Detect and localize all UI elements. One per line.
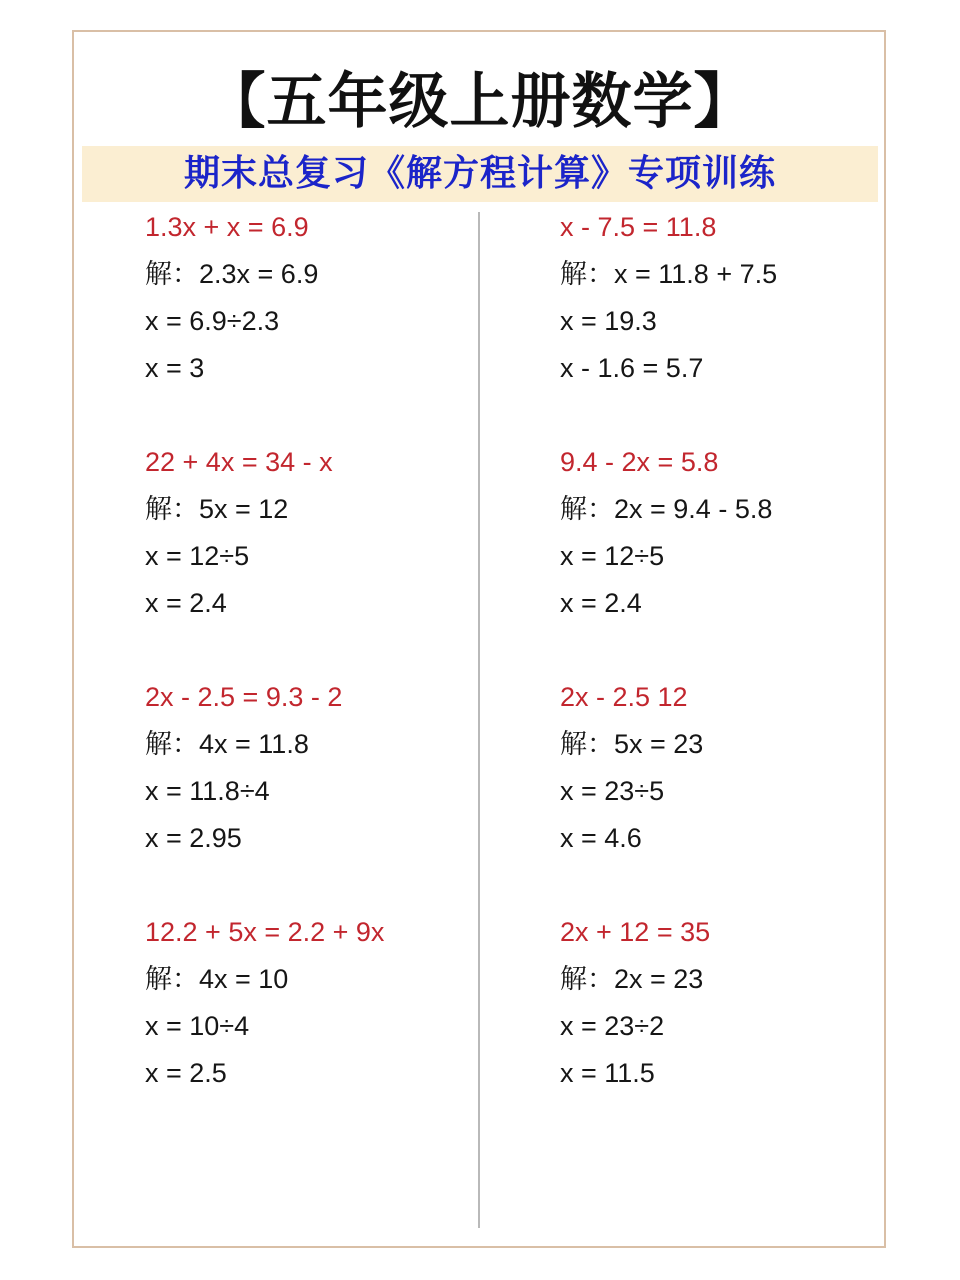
- equation: 22 + 4x = 34 - x: [145, 447, 333, 477]
- solution-step: 解：2x = 23: [560, 964, 704, 994]
- solution-step: x = 2.5: [145, 1058, 227, 1088]
- solution-step: x = 12÷5: [560, 541, 665, 571]
- equation: 2x - 2.5 = 9.3 - 2: [145, 682, 343, 712]
- solution-step: 解：4x = 11.8: [145, 729, 309, 759]
- solution-step: 解：2x = 9.4 - 5.8: [560, 494, 773, 524]
- solution-step: 解：x = 11.8 + 7.5: [560, 259, 778, 289]
- solution-step: 解：5x = 23: [560, 729, 704, 759]
- solution-step: x = 12÷5: [145, 541, 250, 571]
- solution-step: x = 23÷2: [560, 1011, 665, 1041]
- solution-step: x = 11.5: [560, 1058, 655, 1088]
- solution-step: x = 2.4: [560, 588, 642, 618]
- page-title: 【五年级上册数学】: [205, 67, 755, 137]
- solution-step: x = 3: [145, 353, 205, 383]
- page-subtitle: 期末总复习《解方程计算》专项训练: [183, 153, 776, 194]
- solution-step: x = 19.3: [560, 306, 657, 336]
- equation: 2x - 2.5 12: [560, 682, 688, 712]
- solution-step: 解：4x = 10: [145, 964, 289, 994]
- equation: 1.3x + x = 6.9: [145, 212, 309, 242]
- solution-step: x = 23÷5: [560, 776, 665, 806]
- column-divider: [478, 212, 480, 1228]
- solution-step: x = 10÷4: [145, 1011, 250, 1041]
- equation: x - 7.5 = 11.8: [560, 212, 717, 242]
- solution-step: x - 1.6 = 5.7: [560, 353, 704, 383]
- solution-step: x = 6.9÷2.3: [145, 306, 280, 336]
- equation: 12.2 + 5x = 2.2 + 9x: [145, 917, 385, 947]
- solution-step: x = 4.6: [560, 823, 642, 853]
- solution-step: x = 2.95: [145, 823, 242, 853]
- solution-step: x = 2.4: [145, 588, 227, 618]
- solution-step: 解：2.3x = 6.9: [145, 259, 319, 289]
- equation: 2x + 12 = 35: [560, 917, 711, 947]
- equation: 9.4 - 2x = 5.8: [560, 447, 719, 477]
- solution-step: 解：5x = 12: [145, 494, 289, 524]
- solution-step: x = 11.8÷4: [145, 776, 270, 806]
